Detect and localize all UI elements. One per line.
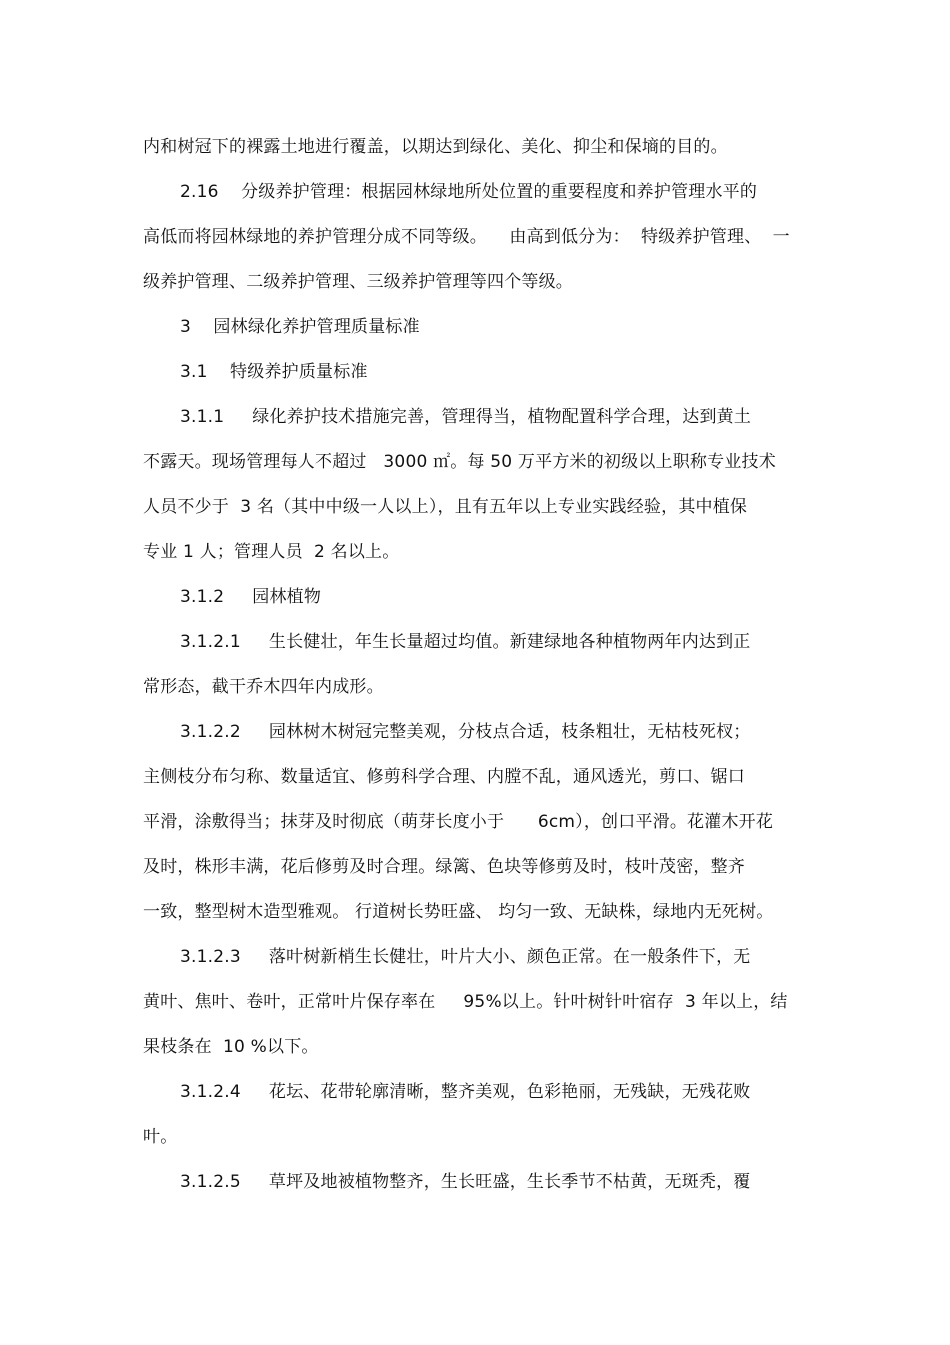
text-line: 高低而将园林绿地的养护管理分成不同等级。 由高到低分为： 特级养护管理、 一 <box>143 227 790 247</box>
text-line: 3.1.2.4 花坛、花带轮廓清晰，整齐美观，色彩艳丽，无残缺，无残花败 <box>180 1082 751 1102</box>
section-heading: 3 园林绿化养护管理质量标准 <box>180 317 420 337</box>
text-line: 3.1.2.1 生长健壮，年生长量超过均值。新建绿地各种植物两年内达到正 <box>180 632 751 652</box>
text-line: 常形态，截干乔木四年内成形。 <box>143 677 384 697</box>
text-line: 内和树冠下的裸露土地进行覆盖，以期达到绿化、美化、抑尘和保墒的目的。 <box>143 137 728 157</box>
text-line: 3.1.2.2 园林树木树冠完整美观，分枝点合适，枝条粗壮，无枯枝死杈； <box>180 722 751 742</box>
text-line: 专业 1 人；管理人员 2 名以上。 <box>143 542 400 562</box>
text-line: 3.1.2.3 落叶树新梢生长健壮，叶片大小、颜色正常。在一般条件下，无 <box>180 947 751 967</box>
text-line: 叶。 <box>143 1127 178 1147</box>
text-line: 果枝条在 10 %以下。 <box>143 1037 319 1057</box>
text-line: 3.1.2.5 草坪及地被植物整齐，生长旺盛，生长季节不枯黄，无斑秃，覆 <box>180 1172 751 1192</box>
text-line: 主侧枝分布匀称、数量适宜、修剪科学合理、内膛不乱，通风透光，剪口、锯口 <box>143 767 745 787</box>
text-line: 人员不少于 3 名（其中中级一人以上），且有五年以上专业实践经验，其中植保 <box>143 497 748 517</box>
text-line: 黄叶、焦叶、卷叶，正常叶片保存率在 95%以上。针叶树针叶宿存 3 年以上，结 <box>143 992 788 1012</box>
section-heading: 3.1 特级养护质量标准 <box>180 362 368 382</box>
text-line: 级养护管理、二级养护管理、三级养护管理等四个等级。 <box>143 272 573 292</box>
text-line: 不露天。现场管理每人不超过 3000 ㎡。每 50 万平方米的初级以上职称专业技术 <box>143 452 776 472</box>
text-line: 3.1.1 绿化养护技术措施完善，管理得当，植物配置科学合理，达到黄土 <box>180 407 752 427</box>
text-line: 平滑，涂敷得当；抹芽及时彻底（萌芽长度小于 6cm），创口平滑。花灌木开花 <box>143 812 774 832</box>
section-heading: 3.1.2 园林植物 <box>180 587 322 607</box>
text-line: 一致，整型树木造型雅观。 行道树长势旺盛、 均匀一致、无缺株，绿地内无死树。 <box>143 902 774 922</box>
text-line: 2.16 分级养护管理：根据园林绿地所处位置的重要程度和养护管理水平的 <box>180 182 758 202</box>
text-line: 及时，株形丰满，花后修剪及时合理。绿篱、色块等修剪及时，枝叶茂密，整齐 <box>143 857 745 877</box>
